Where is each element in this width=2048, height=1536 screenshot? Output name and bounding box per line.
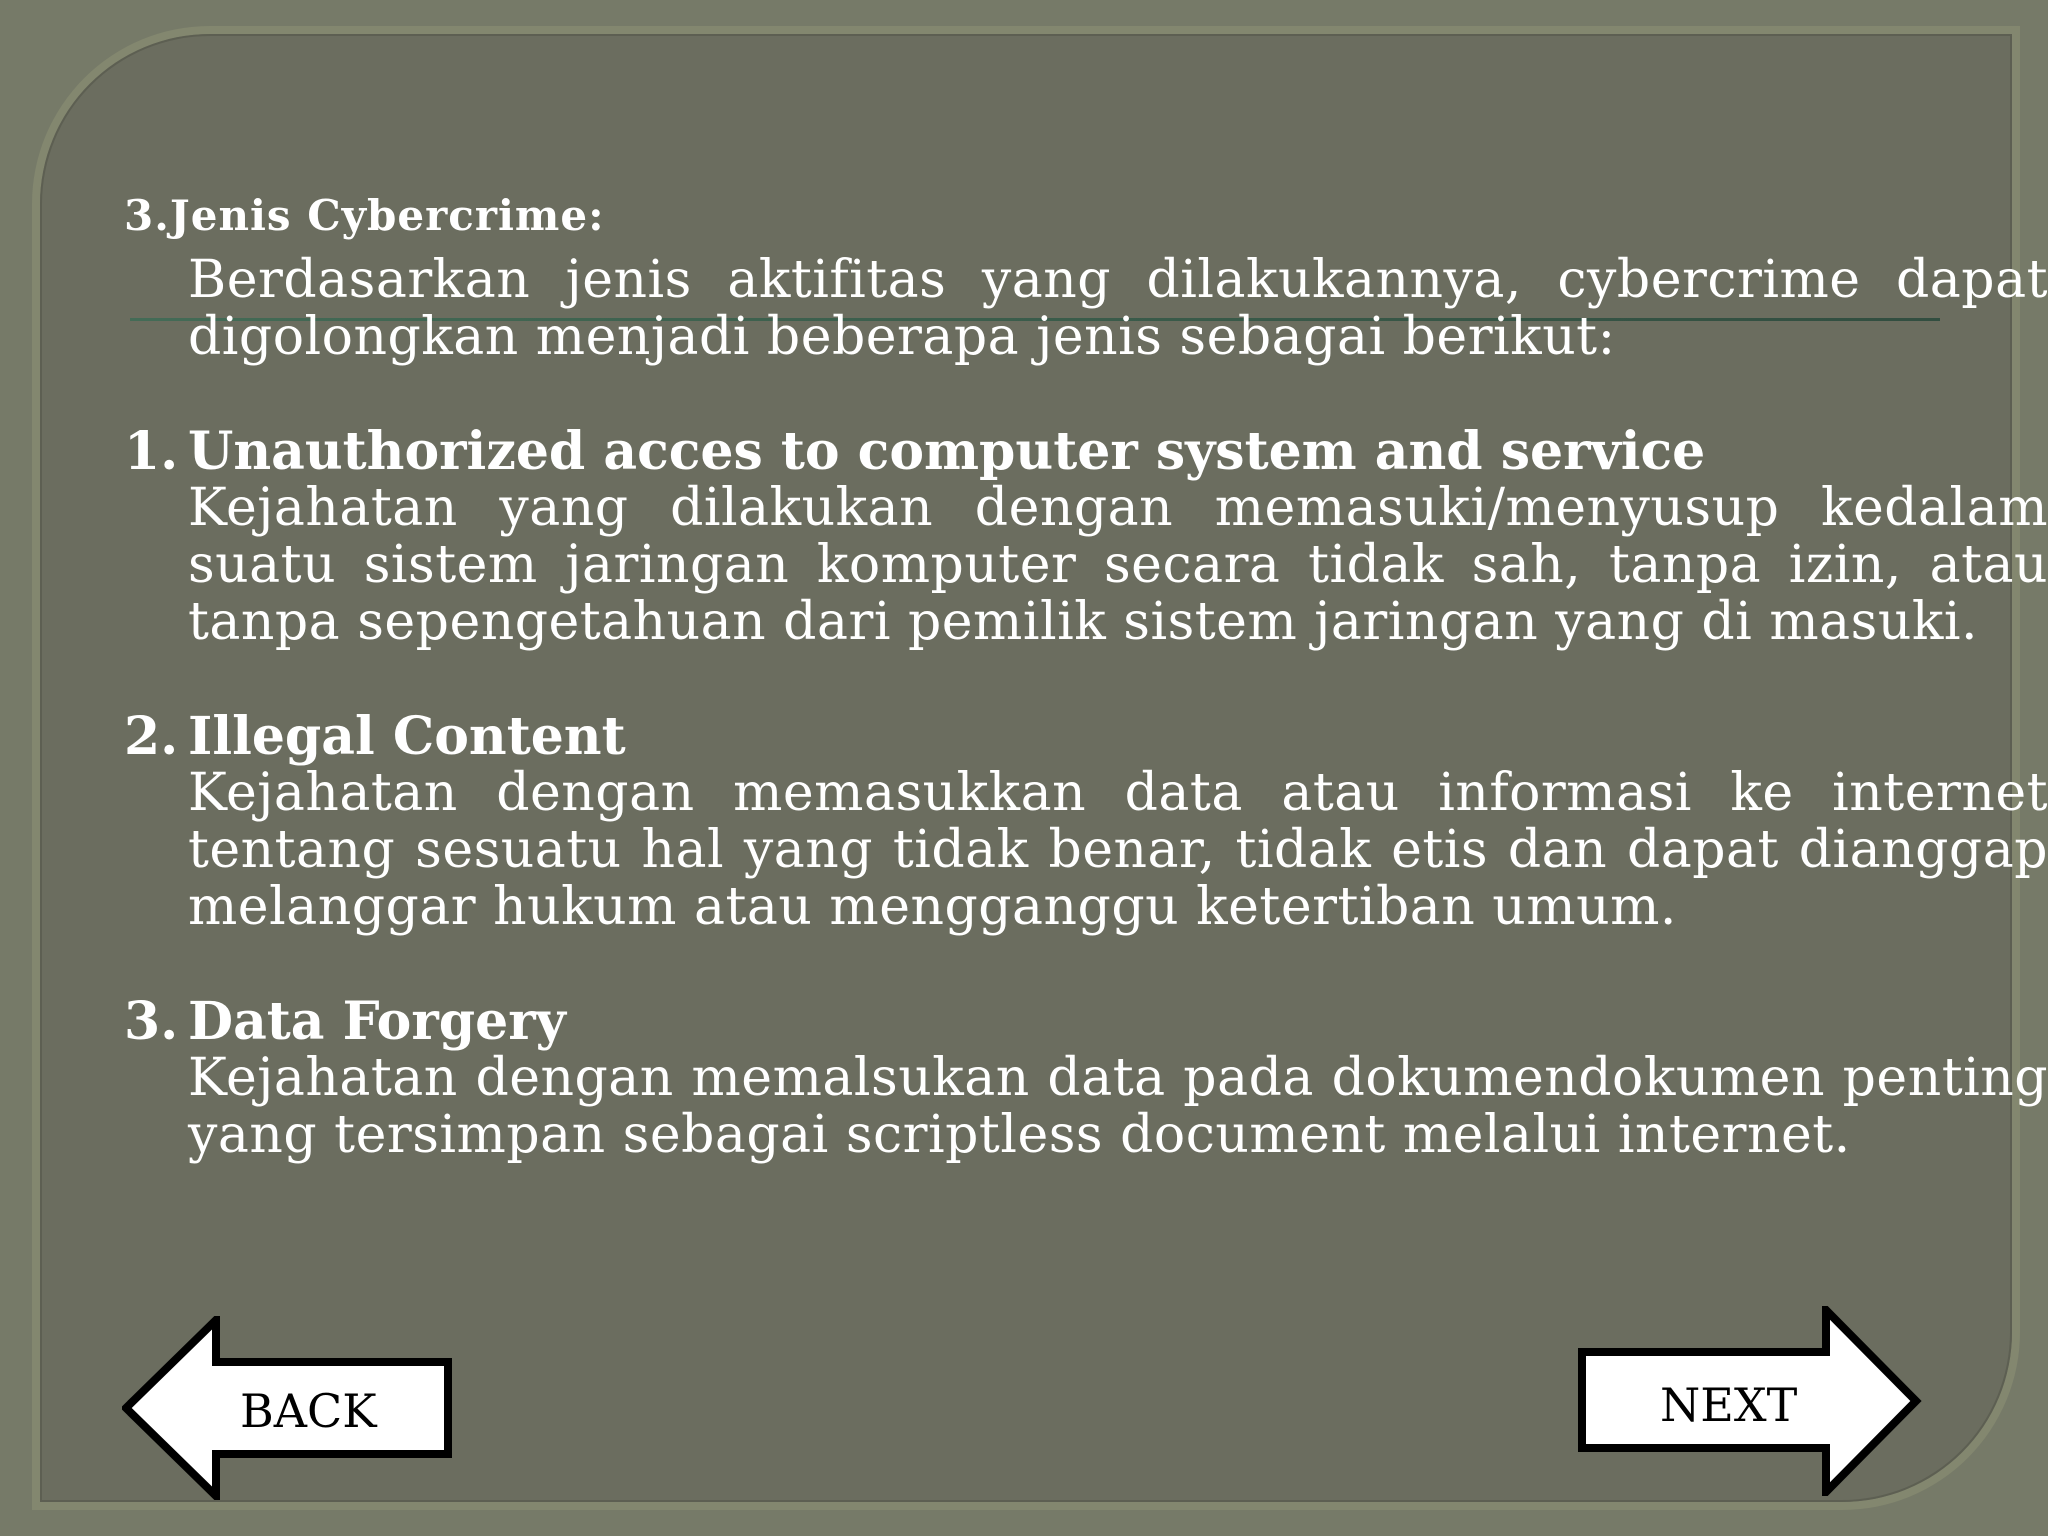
section-title-text: Illegal Content (188, 706, 626, 767)
section-title (124, 993, 1924, 1050)
next-label: NEXT (1660, 1378, 1798, 1432)
slide-heading: 3.Jenis Cybercrime: (124, 191, 605, 240)
back-label: BACK (240, 1384, 377, 1438)
slide-content (124, 180, 2048, 1165)
section-title-text: Unauthorized acces to computer system and service (188, 421, 1706, 482)
next-button[interactable] (1578, 1306, 1922, 1496)
section-item (124, 706, 2048, 937)
back-button[interactable] (122, 1316, 456, 1500)
section-body: Kejahatan yang dilakukan dengan memasuki/menyusup kedalam suatu sistem jaringan komputer secara tidak sah, tanpa izin, atau tanpa sepengetahuan dari pemilik sistem jaringan yang di masuki. (188, 478, 2048, 652)
intro-paragraph: Berdasarkan jenis aktifitas yang dilakukannya, cybercrime dapat digolongkan menjadi beberapa jenis sebagai berikut: (188, 250, 2048, 367)
section-item (124, 421, 2048, 652)
section-number: 3. (124, 991, 179, 1052)
section-body: Kejahatan dengan memalsukan data pada dokumendokumen penting yang tersimpan sebagai scriptless document melalui internet. (188, 1048, 2048, 1165)
section-number: 1. (124, 421, 179, 482)
section-title (124, 708, 1924, 765)
section-number: 2. (124, 706, 179, 767)
section-title-text: Data Forgery (188, 991, 566, 1052)
section-item (124, 991, 2048, 1165)
section-title (124, 423, 1924, 480)
section-body: Kejahatan dengan memasukkan data atau informasi ke internet tentang sesuatu hal yang tidak benar, tidak etis dan dapat dianggap melanggar hukum atau mengganggu ketertiban umum. (188, 763, 2048, 937)
